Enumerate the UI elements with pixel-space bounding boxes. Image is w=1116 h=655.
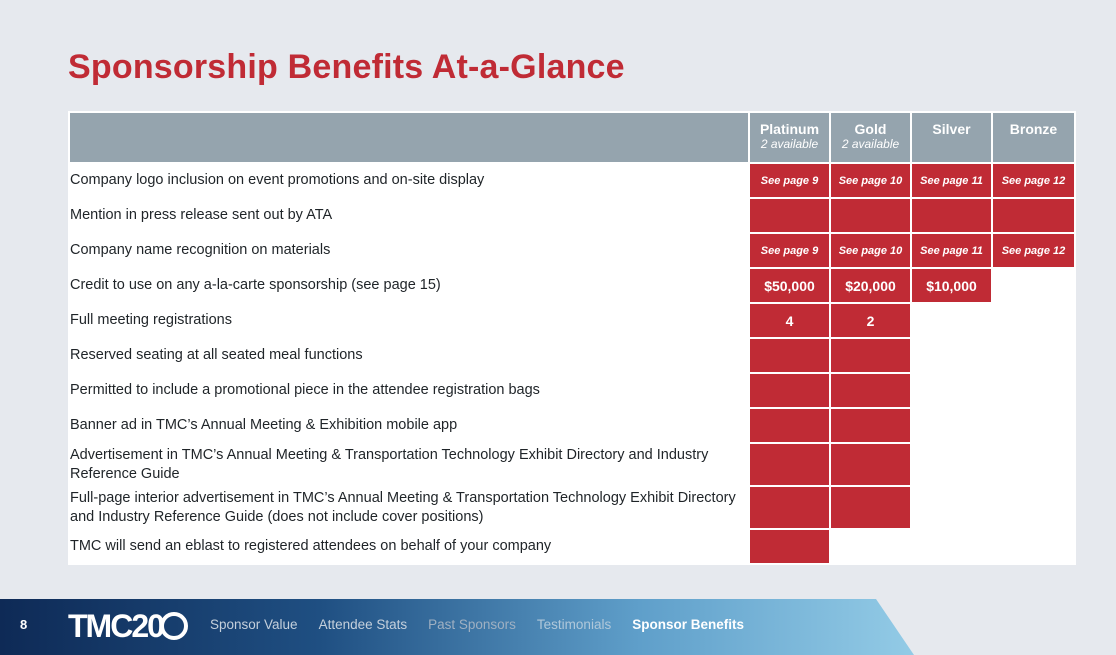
nav-link-sponsor-value[interactable]: Sponsor Value [210, 617, 298, 632]
benefit-cell-platinum-included [749, 198, 830, 233]
benefit-label: Credit to use on any a-la-carte sponsorship (see page 15) [69, 268, 749, 303]
tier-header-gold [830, 112, 911, 163]
tier-availability: 2 available [760, 137, 819, 151]
benefit-label: TMC will send an eblast to registered attendees on behalf of your company [69, 529, 749, 564]
benefit-cell-silver-excluded [911, 373, 992, 408]
benefit-cell-platinum-included: See page 9 [749, 163, 830, 198]
benefit-cell-silver-included [911, 198, 992, 233]
benefit-cell-gold-included [830, 198, 911, 233]
table-row [69, 268, 1075, 303]
table-header-row [69, 112, 1075, 163]
benefit-cell-gold-excluded [830, 529, 911, 564]
benefit-cell-bronze-excluded [992, 303, 1075, 338]
benefit-cell-bronze-included [992, 198, 1075, 233]
table-row [69, 338, 1075, 373]
benefit-cell-gold-included [830, 408, 911, 443]
tier-name: Platinum [759, 121, 820, 137]
benefit-cell-silver-excluded [911, 529, 992, 564]
benefit-cell-silver-excluded [911, 486, 992, 529]
benefit-cell-bronze-excluded [992, 373, 1075, 408]
tier-header-bronze [992, 112, 1075, 163]
benefit-label: Company logo inclusion on event promotions and on-site display [69, 163, 749, 198]
table-row [69, 373, 1075, 408]
table-row [69, 408, 1075, 443]
benefit-cell-platinum-included [749, 486, 830, 529]
benefit-cell-gold-included: 2 [830, 303, 911, 338]
benefit-cell-silver-excluded [911, 408, 992, 443]
benefit-cell-bronze-excluded [992, 338, 1075, 373]
nav-link-past-sponsors[interactable]: Past Sponsors [428, 617, 516, 632]
benefit-cell-gold-included [830, 373, 911, 408]
table-row [69, 529, 1075, 564]
table-row [69, 303, 1075, 338]
footer-nav [210, 617, 765, 632]
nav-link-attendee-stats[interactable]: Attendee Stats [318, 617, 408, 632]
nav-link-sponsor-benefits[interactable]: Sponsor Benefits [632, 617, 744, 632]
benefit-cell-platinum-included: 4 [749, 303, 830, 338]
tmc20-logo [68, 608, 188, 642]
benefit-cell-gold-included: $20,000 [830, 268, 911, 303]
benefit-cell-platinum-included: See page 9 [749, 233, 830, 268]
tier-name: Gold [854, 121, 887, 137]
benefit-cell-gold-included: See page 10 [830, 163, 911, 198]
tier-header-platinum [749, 112, 830, 163]
nav-link-testimonials[interactable]: Testimonials [536, 617, 612, 632]
benefit-cell-platinum-included: $50,000 [749, 268, 830, 303]
tier-header-silver [911, 112, 992, 163]
benefit-cell-bronze-excluded [992, 529, 1075, 564]
benefit-cell-gold-included [830, 338, 911, 373]
benefit-cell-silver-excluded [911, 303, 992, 338]
benefit-label: Full meeting registrations [69, 303, 749, 338]
benefit-cell-bronze-excluded [992, 408, 1075, 443]
benefit-label: Mention in press release sent out by ATA [69, 198, 749, 233]
benefit-label: Full-page interior advertisement in TMC’s Annual Meeting & Transportation Technology Exhibit Directory and Industry Reference Guide (does not include cover positions) [69, 486, 749, 529]
benefit-label: Banner ad in TMC’s Annual Meeting & Exhibition mobile app [69, 408, 749, 443]
tier-name: Bronze [1009, 121, 1058, 137]
footer-bar [0, 599, 1116, 655]
page-title: Sponsorship Benefits At-a-Glance [68, 48, 625, 86]
logo-text: TMC20 [68, 608, 163, 642]
benefit-label: Permitted to include a promotional piece in the attendee registration bags [69, 373, 749, 408]
benefit-cell-bronze-excluded [992, 443, 1075, 486]
benefit-cell-gold-included [830, 486, 911, 529]
benefit-cell-silver-included: See page 11 [911, 233, 992, 268]
page-number: 8 [20, 617, 28, 632]
benefit-cell-silver-excluded [911, 443, 992, 486]
table-row [69, 233, 1075, 268]
benefit-cell-platinum-included [749, 408, 830, 443]
benefit-cell-silver-included: $10,000 [911, 268, 992, 303]
benefit-label: Reserved seating at all seated meal functions [69, 338, 749, 373]
table-row [69, 198, 1075, 233]
benefit-cell-platinum-included [749, 443, 830, 486]
table-row [69, 486, 1075, 529]
tier-name: Silver [932, 121, 971, 137]
benefits-table [68, 111, 1076, 565]
benefit-cell-bronze-included: See page 12 [992, 233, 1075, 268]
benefit-label: Company name recognition on materials [69, 233, 749, 268]
benefit-cell-platinum-included [749, 373, 830, 408]
benefit-cell-silver-excluded [911, 338, 992, 373]
tier-availability: 2 available [841, 137, 900, 151]
benefit-cell-bronze-included: See page 12 [992, 163, 1075, 198]
benefit-cell-platinum-included [749, 338, 830, 373]
benefit-cell-platinum-included [749, 529, 830, 564]
benefit-cell-silver-included: See page 11 [911, 163, 992, 198]
table-row [69, 443, 1075, 486]
benefit-cell-bronze-excluded [992, 486, 1075, 529]
benefit-cell-gold-included: See page 10 [830, 233, 911, 268]
benefit-label: Advertisement in TMC’s Annual Meeting & Transportation Technology Exhibit Directory and Industry Reference Guide [69, 443, 749, 486]
benefit-cell-bronze-excluded [992, 268, 1075, 303]
benefit-cell-gold-included [830, 443, 911, 486]
table-row [69, 163, 1075, 198]
header-blank [69, 112, 749, 163]
